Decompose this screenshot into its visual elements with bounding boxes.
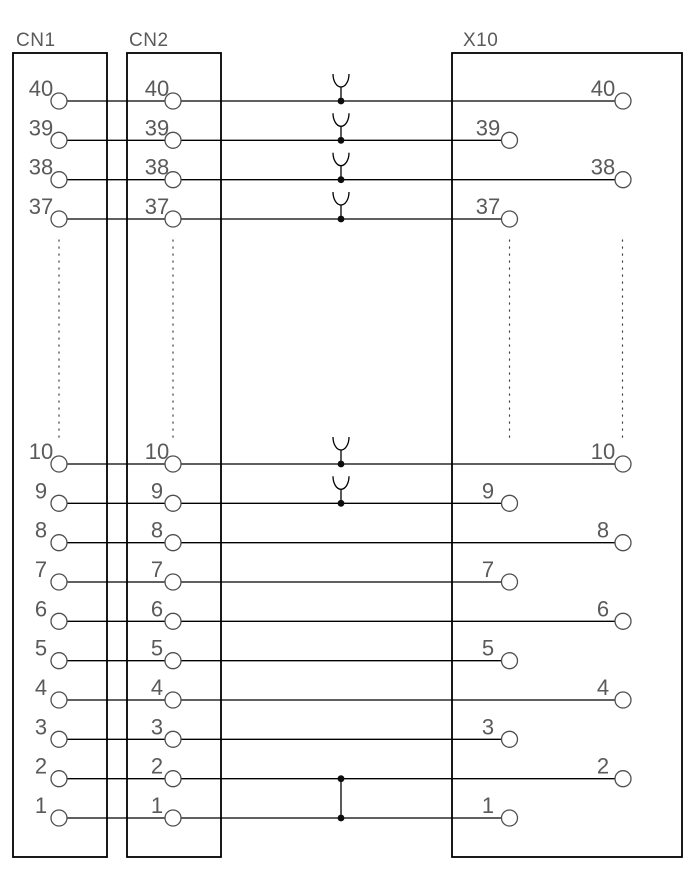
pin-circle-x10-37: [502, 211, 518, 227]
pin-label-cn2-37: 37: [144, 194, 170, 219]
shield-arc-icon: [333, 153, 349, 166]
pin-label-cn2-2: 2: [150, 753, 164, 779]
pin-label-x10-37: 37: [475, 194, 501, 219]
pin-label-cn1-37: 37: [28, 194, 54, 219]
pin-label-x10-6: 6: [596, 596, 610, 622]
pin-circle-cn1-39: [51, 132, 67, 148]
pin-circle-x10-38: [615, 172, 631, 188]
shield-junction-dot: [338, 176, 345, 183]
shield-junction-dot: [338, 216, 345, 223]
pin-label-cn2-38: 38: [144, 154, 170, 180]
pin-label-cn1-10: 10: [28, 439, 54, 464]
pin-label-cn2-4: 4: [150, 675, 164, 700]
pin-label-x10-39: 39: [475, 115, 501, 141]
pin-circle-cn2-2: [165, 771, 181, 787]
pin-circle-x10-5: [502, 653, 518, 669]
connector-title-x10: X10: [463, 30, 499, 51]
pin-label-x10-5: 5: [481, 635, 495, 661]
pin-circle-cn2-8: [165, 535, 181, 551]
pin-circle-x10-10: [615, 456, 631, 472]
pin-label-cn2-40: 40: [144, 76, 170, 101]
pin-circle-x10-8: [615, 535, 631, 551]
pin-label-cn2-6: 6: [150, 596, 164, 622]
pin-circle-cn1-37: [51, 211, 67, 227]
pin-label-cn1-1: 1: [34, 793, 48, 818]
pin-label-x10-40: 40: [590, 76, 616, 101]
connector-title-cn2: CN2: [129, 30, 169, 51]
pin-circle-cn1-4: [51, 692, 67, 708]
pin-label-cn1-2: 2: [34, 753, 48, 779]
pin-circle-x10-6: [615, 613, 631, 629]
pin-circle-x10-4: [615, 692, 631, 708]
pin-circle-x10-7: [502, 574, 518, 590]
pin-label-cn2-1: 1: [150, 793, 164, 818]
shield-arc-icon: [333, 476, 349, 489]
pin-circle-cn1-6: [51, 613, 67, 629]
pin-label-cn1-3: 3: [34, 714, 48, 740]
pin-circle-cn1-3: [51, 731, 67, 747]
pin-label-x10-8: 8: [596, 517, 610, 543]
pin-circle-cn1-38: [51, 172, 67, 188]
pin-circle-cn1-40: [51, 93, 67, 109]
pin-label-cn1-5: 5: [34, 635, 48, 661]
pin-circle-cn2-7: [165, 574, 181, 590]
pin-label-cn1-4: 4: [34, 675, 48, 700]
jumper-junction-dot: [338, 775, 345, 782]
pin-circle-cn2-5: [165, 653, 181, 669]
pin-circle-cn2-3: [165, 731, 181, 747]
connector-title-cn1: CN1: [16, 30, 56, 51]
shield-arc-icon: [333, 74, 349, 87]
pin-label-cn1-9: 9: [34, 478, 48, 504]
pin-label-cn2-9: 9: [150, 478, 164, 504]
pin-circle-x10-9: [502, 495, 518, 511]
pin-circle-x10-40: [615, 93, 631, 109]
pin-label-cn2-3: 3: [150, 714, 164, 740]
pin-label-cn1-39: 39: [28, 115, 54, 141]
pin-circle-cn1-8: [51, 535, 67, 551]
pin-circle-cn1-5: [51, 653, 67, 669]
pin-label-cn1-6: 6: [34, 596, 48, 622]
pin-label-x10-1: 1: [481, 793, 495, 818]
pin-circle-cn2-4: [165, 692, 181, 708]
pin-circle-x10-3: [502, 731, 518, 747]
shield-junction-dot: [338, 137, 345, 144]
pin-label-cn1-40: 40: [28, 76, 54, 101]
pin-circle-cn1-1: [51, 810, 67, 826]
shield-junction-dot: [338, 500, 345, 507]
pin-label-x10-3: 3: [481, 714, 495, 740]
pin-label-cn2-10: 10: [144, 439, 170, 464]
pin-label-x10-9: 9: [481, 478, 495, 504]
pin-label-x10-7: 7: [481, 557, 495, 582]
pin-label-x10-10: 10: [590, 439, 616, 464]
shield-junction-dot: [338, 98, 345, 105]
pin-circle-x10-2: [615, 771, 631, 787]
pin-label-cn2-39: 39: [144, 115, 170, 141]
pin-label-cn1-7: 7: [34, 557, 48, 582]
pin-circle-x10-1: [502, 810, 518, 826]
shield-arc-icon: [333, 192, 349, 205]
pin-circle-cn1-2: [51, 771, 67, 787]
diagram-layer: [13, 53, 682, 857]
pin-label-cn2-8: 8: [150, 517, 164, 543]
shield-arc-icon: [333, 437, 349, 450]
pin-label-cn1-8: 8: [34, 517, 48, 543]
pin-circle-cn2-9: [165, 495, 181, 511]
shield-arc-icon: [333, 113, 349, 126]
pin-circle-cn2-1: [165, 810, 181, 826]
pin-circle-cn1-9: [51, 495, 67, 511]
pin-circle-x10-39: [502, 132, 518, 148]
pin-label-x10-2: 2: [596, 753, 610, 779]
pin-circle-cn2-6: [165, 613, 181, 629]
shield-junction-dot: [338, 461, 345, 468]
pin-label-x10-4: 4: [596, 675, 610, 700]
pin-label-x10-38: 38: [590, 154, 616, 180]
pin-label-cn2-7: 7: [150, 557, 164, 582]
jumper-junction-dot: [338, 815, 345, 822]
pin-label-cn2-5: 5: [150, 635, 164, 661]
pin-circle-cn1-7: [51, 574, 67, 590]
pin-circle-cn1-10: [51, 456, 67, 472]
pin-label-cn1-38: 38: [28, 154, 54, 180]
